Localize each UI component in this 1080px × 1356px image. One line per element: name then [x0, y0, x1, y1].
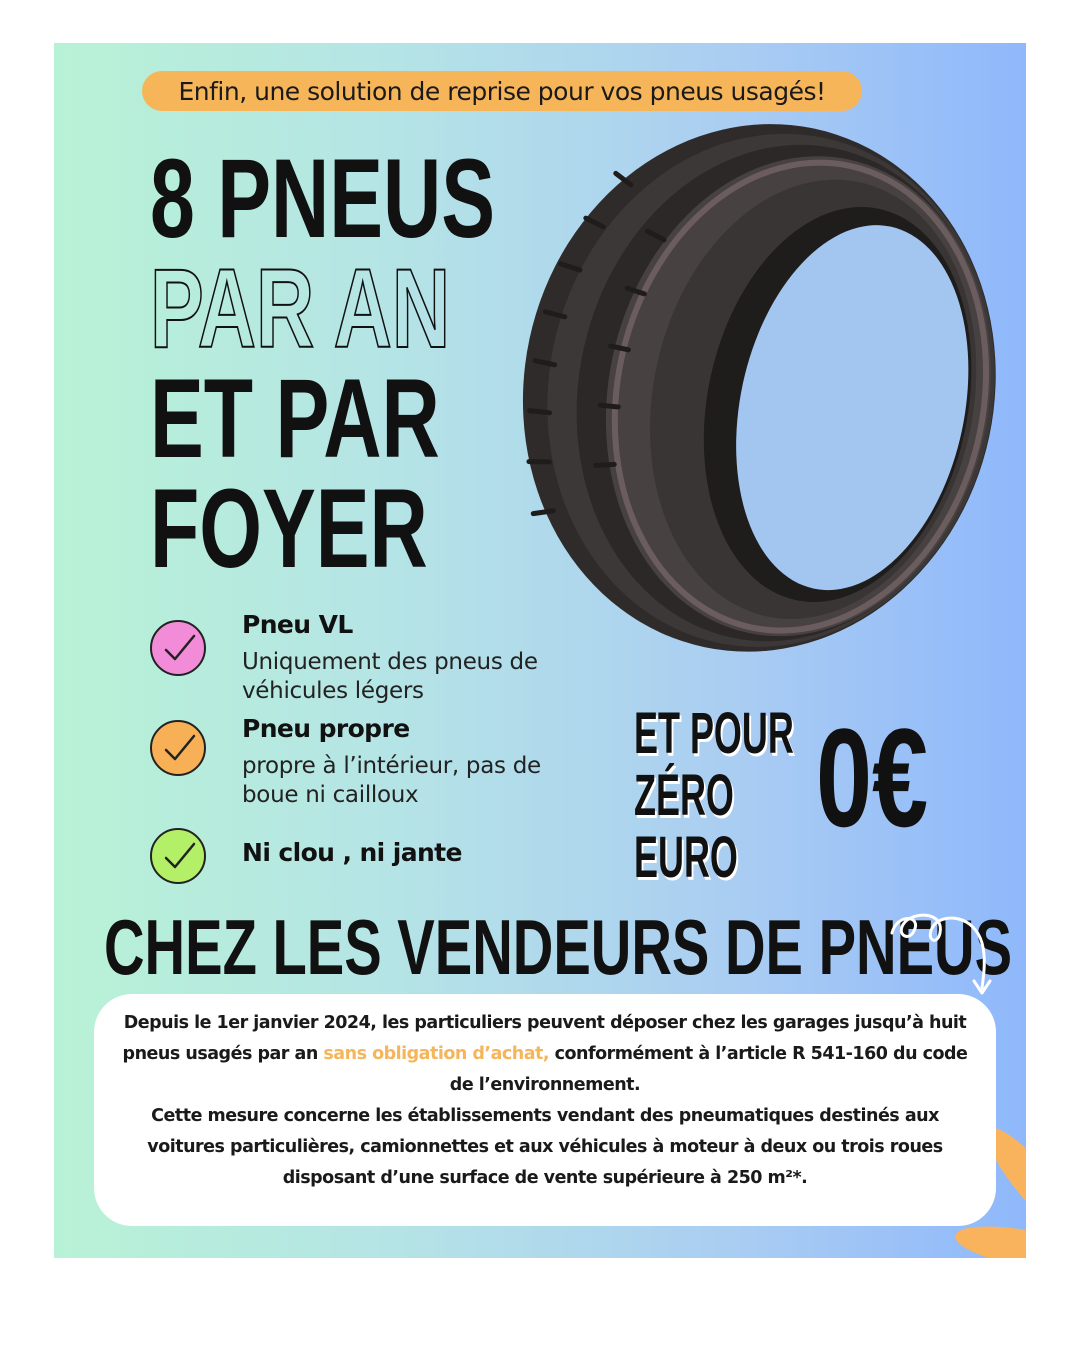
criteria-title: Pneu VL — [242, 610, 353, 639]
info-paragraph-1a: Depuis le 1er janvier 2024, les particuliers peuvent déposer chez les garages jusqu’à huit pneus usagés par an — [122, 1013, 967, 1064]
price-line-1: ET POUR — [634, 701, 794, 766]
tire-illustration — [509, 91, 1026, 691]
info-paragraph-1b: conformément à l’article R 541-160 du code de l’environnement. — [449, 1044, 968, 1095]
criteria-description: Uniquement des pneus de véhicules légers — [242, 649, 538, 704]
tagline-banner: Enfin, une solution de reprise pour vos pneus usagés! — [142, 71, 862, 111]
headline-line-1: 8 PNEUS — [150, 136, 496, 261]
check-icon — [150, 620, 206, 676]
check-icon — [150, 720, 206, 776]
criteria-title: Pneu propre — [242, 714, 410, 743]
info-highlight: sans obligation d’achat, — [323, 1044, 550, 1064]
headline-line-2: PAR AN — [150, 246, 451, 371]
criteria-description: propre à l’intérieur, pas de boue ni cailloux — [242, 753, 541, 808]
headline-line-4: FOYER — [150, 466, 428, 591]
headline-line-3: ET PAR — [150, 356, 440, 481]
poster — [54, 43, 1026, 1258]
curly-arrow-icon — [882, 903, 1002, 1003]
price-line-3: EURO — [634, 825, 738, 890]
criteria-title: Ni clou , ni jante — [242, 838, 462, 867]
price-amount: 0€ — [816, 699, 929, 856]
check-icon — [150, 828, 206, 884]
info-paragraph-2: Cette mesure concerne les établissements vendant des pneumatiques destinés aux voitures particulières, camionnettes et aux véhicules à moteur à deux ou trois roues disposant d’une surface de vente supérieure à 250 m²*. — [147, 1106, 943, 1188]
info-text — [114, 1008, 976, 1194]
sellers-title: CHEZ LES VENDEURS DE PNEUS — [104, 903, 1013, 991]
info-box — [94, 994, 996, 1226]
price-line-2: ZÉRO — [634, 763, 734, 828]
